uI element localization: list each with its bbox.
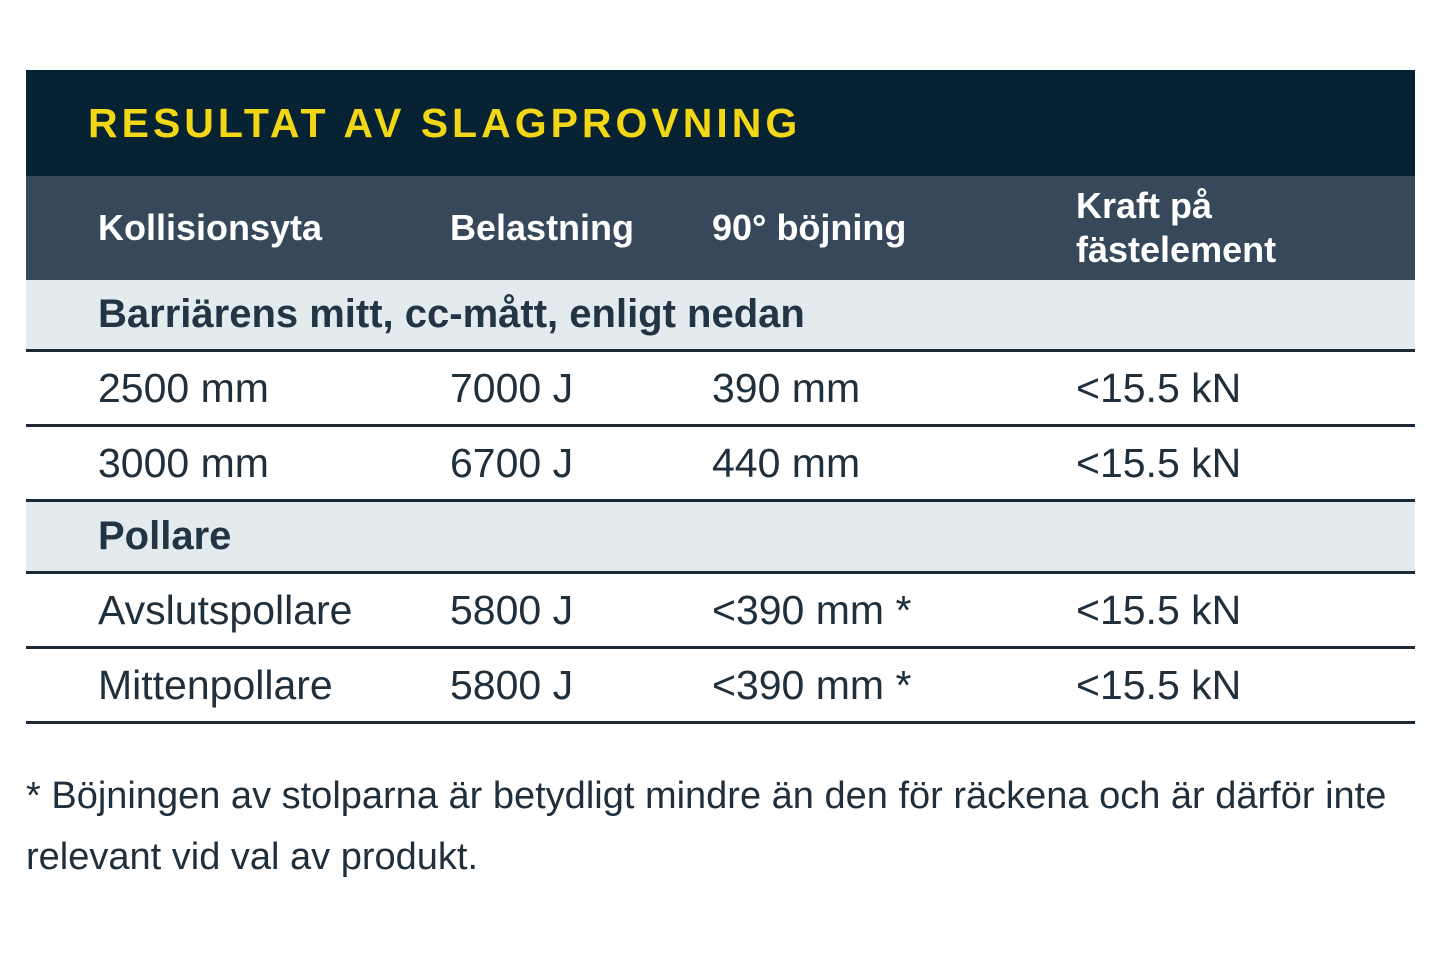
cell-load: 5800 J: [450, 661, 574, 708]
group-row-barrier-center: Barriärens mitt, cc-mått, enligt nedan: [26, 280, 1415, 352]
cell-bend: <390 mm *: [712, 661, 912, 708]
cell-anchor-force: <15.5 kN: [1076, 661, 1242, 708]
cell-bend: 390 mm: [712, 364, 861, 411]
header-anchor-force: Kraft på fästelement: [1076, 185, 1277, 270]
cell-anchor-force: <15.5 kN: [1076, 586, 1242, 633]
table-row: [26, 427, 1415, 502]
cell-load: 6700 J: [450, 439, 574, 486]
table-title: RESULTAT AV SLAGPROVNING: [88, 99, 802, 146]
cell-anchor-force: <15.5 kN: [1076, 364, 1242, 411]
table-title-bar: [26, 70, 1415, 176]
header-bend: 90° böjning: [712, 207, 907, 248]
group-row-bollards: Pollare: [26, 502, 1415, 574]
impact-test-table: [26, 70, 1415, 724]
header-load: Belastning: [450, 207, 635, 248]
cell-load: 7000 J: [450, 364, 574, 411]
cell-bend: 440 mm: [712, 439, 861, 486]
table-row: [26, 649, 1415, 724]
cell-collision-surface: Mittenpollare: [98, 661, 333, 708]
cell-load: 5800 J: [450, 586, 574, 633]
cell-collision-surface: 3000 mm: [98, 439, 269, 486]
cell-collision-surface: 2500 mm: [98, 364, 269, 411]
footnote: * Böjningen av stolparna är betydligt mindre än den för räckena och är därför inte relevant vid val av produkt.: [26, 775, 1387, 878]
cell-collision-surface: Avslutspollare: [98, 586, 353, 633]
header-collision-surface: Kollisionsyta: [98, 207, 323, 248]
cell-bend: <390 mm *: [712, 586, 912, 633]
table-row: [26, 574, 1415, 649]
table-row: [26, 352, 1415, 427]
cell-anchor-force: <15.5 kN: [1076, 439, 1242, 486]
header-row: [26, 176, 1415, 280]
